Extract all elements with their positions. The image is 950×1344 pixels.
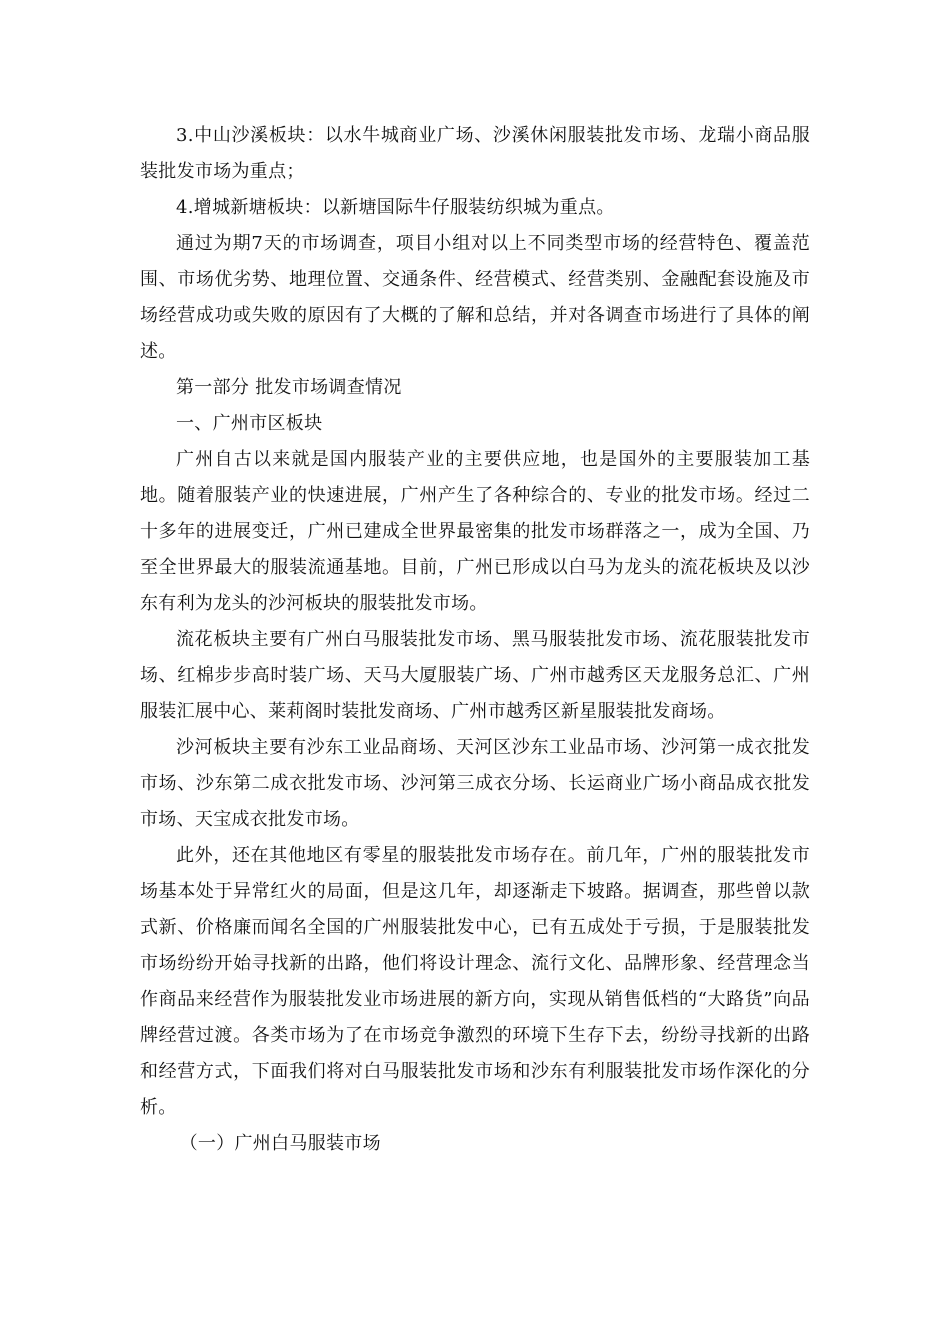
paragraph-market-trends: 此外，还在其他地区有零星的服装批发市场存在。前几年，广州的服装批发市场基本处于异常红火的局面，但是这几年，却逐渐走下坡路。据调查，那些曾以款式新、价格廉而闻名全国的广州服装批发中心，已有五成处于亏损，于是服装批发市场纷纷开始寻找新的出路，他们将设计理念、流行文化、品牌形象、经营理念当作商品来经营作为服装批发业市场进展的新方向，实现从销售低档的“大路货”向品牌经营过渡。各类市场为了在市场竞争激烈的环境下生存下去，纷纷寻找新的出路和经营方式，下面我们将对白马服装批发市场和沙东有利服装批发市场作深化的分析。 (140, 845, 810, 1118)
paragraph-shahe-block: 沙河板块主要有沙东工业品商场、天河区沙东工业品市场、沙河第一成衣批发市场、沙东第二成衣批发市场、沙河第三成衣分场、长运商业广场小商品成衣批发市场、天宝成衣批发市场。 (140, 737, 810, 830)
section-heading-guangzhou-district: 一、广州市区板块 (176, 413, 323, 434)
section-heading-part-one: 第一部分 批发市场调查情况 (176, 377, 402, 398)
paragraph-liuhua-block: 流花板块主要有广州白马服装批发市场、黑马服装批发市场、流花服装批发市场、红棉步步高时装广场、天马大厦服装广场、广州市越秀区天龙服务总汇、广州服装汇展中心、莱莉阁时装批发商场、广州市越秀区新星服装批发商场。 (140, 629, 810, 722)
subsection-heading-baima-market: （一）广州白马服装市场 (179, 1133, 381, 1154)
paragraph-zengcheng-xintang: 4.增城新塘板块：以新塘国际牛仔服装纺织城为重点。 (176, 197, 615, 218)
paragraph-guangzhou-overview: 广州自古以来就是国内服装产业的主要供应地，也是国外的主要服装加工基地。随着服装产业的快速进展，广州产生了各种综合的、专业的批发市场。经过二十多年的进展变迁，广州已建成全世界最密集的批发市场群落之一，成为全国、乃至全世界最大的服装流通基地。目前，广州已形成以白马为龙头的流花板块及以沙东有利为龙头的沙河板块的服装批发市场。 (140, 449, 810, 614)
paragraph-survey-summary: 通过为期7天的市场调查，项目小组对以上不同类型市场的经营特色、覆盖范围、市场优劣势、地理位置、交通条件、经营模式、经营类别、金融配套设施及市场经营成功或失败的原因有了大概的了解和总结，并对各调查市场进行了具体的阐述。 (140, 233, 810, 362)
document-body (140, 118, 810, 1162)
paragraph-zhongshan-shaxi: 3.中山沙溪板块：以水牛城商业广场、沙溪休闲服装批发市场、龙瑞小商品服装批发市场为重点； (140, 125, 810, 182)
